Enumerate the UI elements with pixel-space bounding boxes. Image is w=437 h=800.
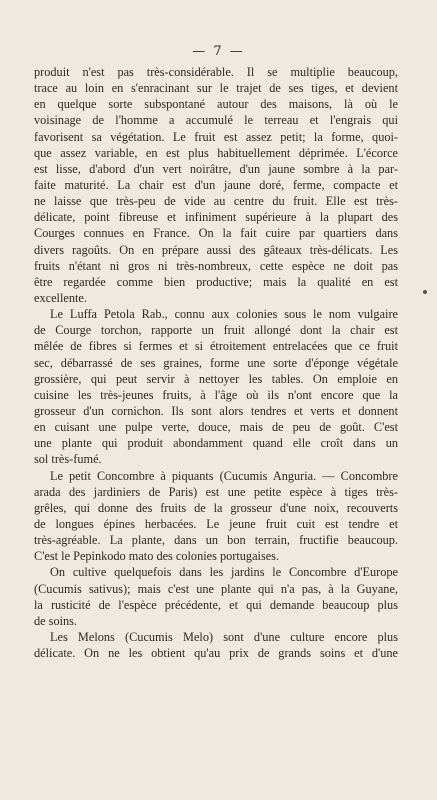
text-line: en quelque sorte subspontané autour des maisons, là où le [34,97,398,112]
margin-speck [423,290,427,294]
text-line: produit n'est pas très-considérable. Il se multiplie beaucoup, [34,65,398,79]
text-line: trace au loin en s'enracinant sur le trajet de ses tiges, et devient [34,81,398,96]
text-line: délicate, point fibreuse et infiniment supérieure à la plupart des [34,210,398,225]
text-line: Le petit Concombre à piquants (Cucumis Anguria. — Concombre [50,468,398,483]
text-line: de soins. [34,613,78,628]
text-line: voisinage de l'homme a accumulé le terreau et l'engrais qui [34,113,398,128]
text-line: (Cucumis sativus); mais c'est une plante qui n'a pas, à la Guyane, [34,581,398,596]
text-line: grêles, qui donne des fruits de la grosseur d'une noix, recouverts [34,500,398,515]
text-line: cuisine les très-jeunes fruits, à l'âge où ils n'ont encore que la [34,387,398,402]
page-number: — 7 — [192,44,245,59]
text-line: sec, débarrassé de ses graines, forme une sorte d'éponge végétale [34,355,398,370]
text-line: Le Luffa Petola Rab., connu aux colonies sous le nom vulgaire [50,307,398,322]
text-line: divers ragoûts. On en prépare aussi des gâteaux très-délicats. Les [34,242,398,257]
text-line: On cultive quelquefois dans les jardins le Concombre d'Europe [50,565,398,580]
text-line: en cuisant une pulpe verte, douce, mais de peu de goût. C'est [34,420,398,435]
text-line: la rusticité de l'espèce précédente, et qui demande beaucoup plus [34,597,398,612]
text-line: sol très-fumé. [34,452,102,467]
text-line: Les Melons (Cucumis Melo) sont d'une culture encore plus [50,629,398,644]
text-line: ne laisse que très-peu de vide au centre du fruit. Elle est très- [34,194,398,209]
text-line: C'est le Pepinkodo mato des colonies portugaises. [34,549,280,564]
text-line: grosseur d'un cornichon. Ils sont alors tendres et verts et donnent [34,403,398,418]
text-line: Courges connues en France. On la fait cuire par quartiers dans [34,226,398,241]
text-line: que assez variable, en est plus habituellement déprimée. L'écorce [34,145,398,160]
text-line: de longues épines herbacées. Le jeune fruit cuit est tendre et [34,516,398,531]
text-line: de Courge torchon, rapporte un fruit allongé dont la chair est [34,323,398,338]
text-line: très-agréable. La plante, dans un bon terrain, fructifie beaucoup. [34,533,398,548]
text-line: grossière, qui peut servir à nettoyer les tables. On emploie en [34,371,398,386]
text-line: faite maturité. La chair est d'un jaune doré, ferme, compacte et [34,177,398,192]
text-line: est lisse, d'abord d'un vert noirâtre, d'un jaune sombre à la par- [34,161,398,176]
text-line: une plante qui produit abondamment quand elle croît dans un [34,436,398,451]
text-line: mêlée de fibres si fermes et si étroitement entrelacées que ce fruit [34,339,398,354]
text-line: délicate. On ne les obtient qu'au prix de grands soins et d'une [34,646,398,661]
text-line: arada des jardiniers de Paris) est une petite espèce à tiges très- [34,484,398,499]
text-line: excellente. [34,290,87,305]
text-line: favorisent sa végétation. Le fruit est assez petit; la forme, quoi- [34,129,398,144]
body-text [34,64,398,661]
text-line: fruits n'étant ni gros ni très-nombreux, cette espèce ne doit pas [34,258,398,273]
text-line: être regardée comme bien productive; mais la qualité en est [34,274,398,289]
